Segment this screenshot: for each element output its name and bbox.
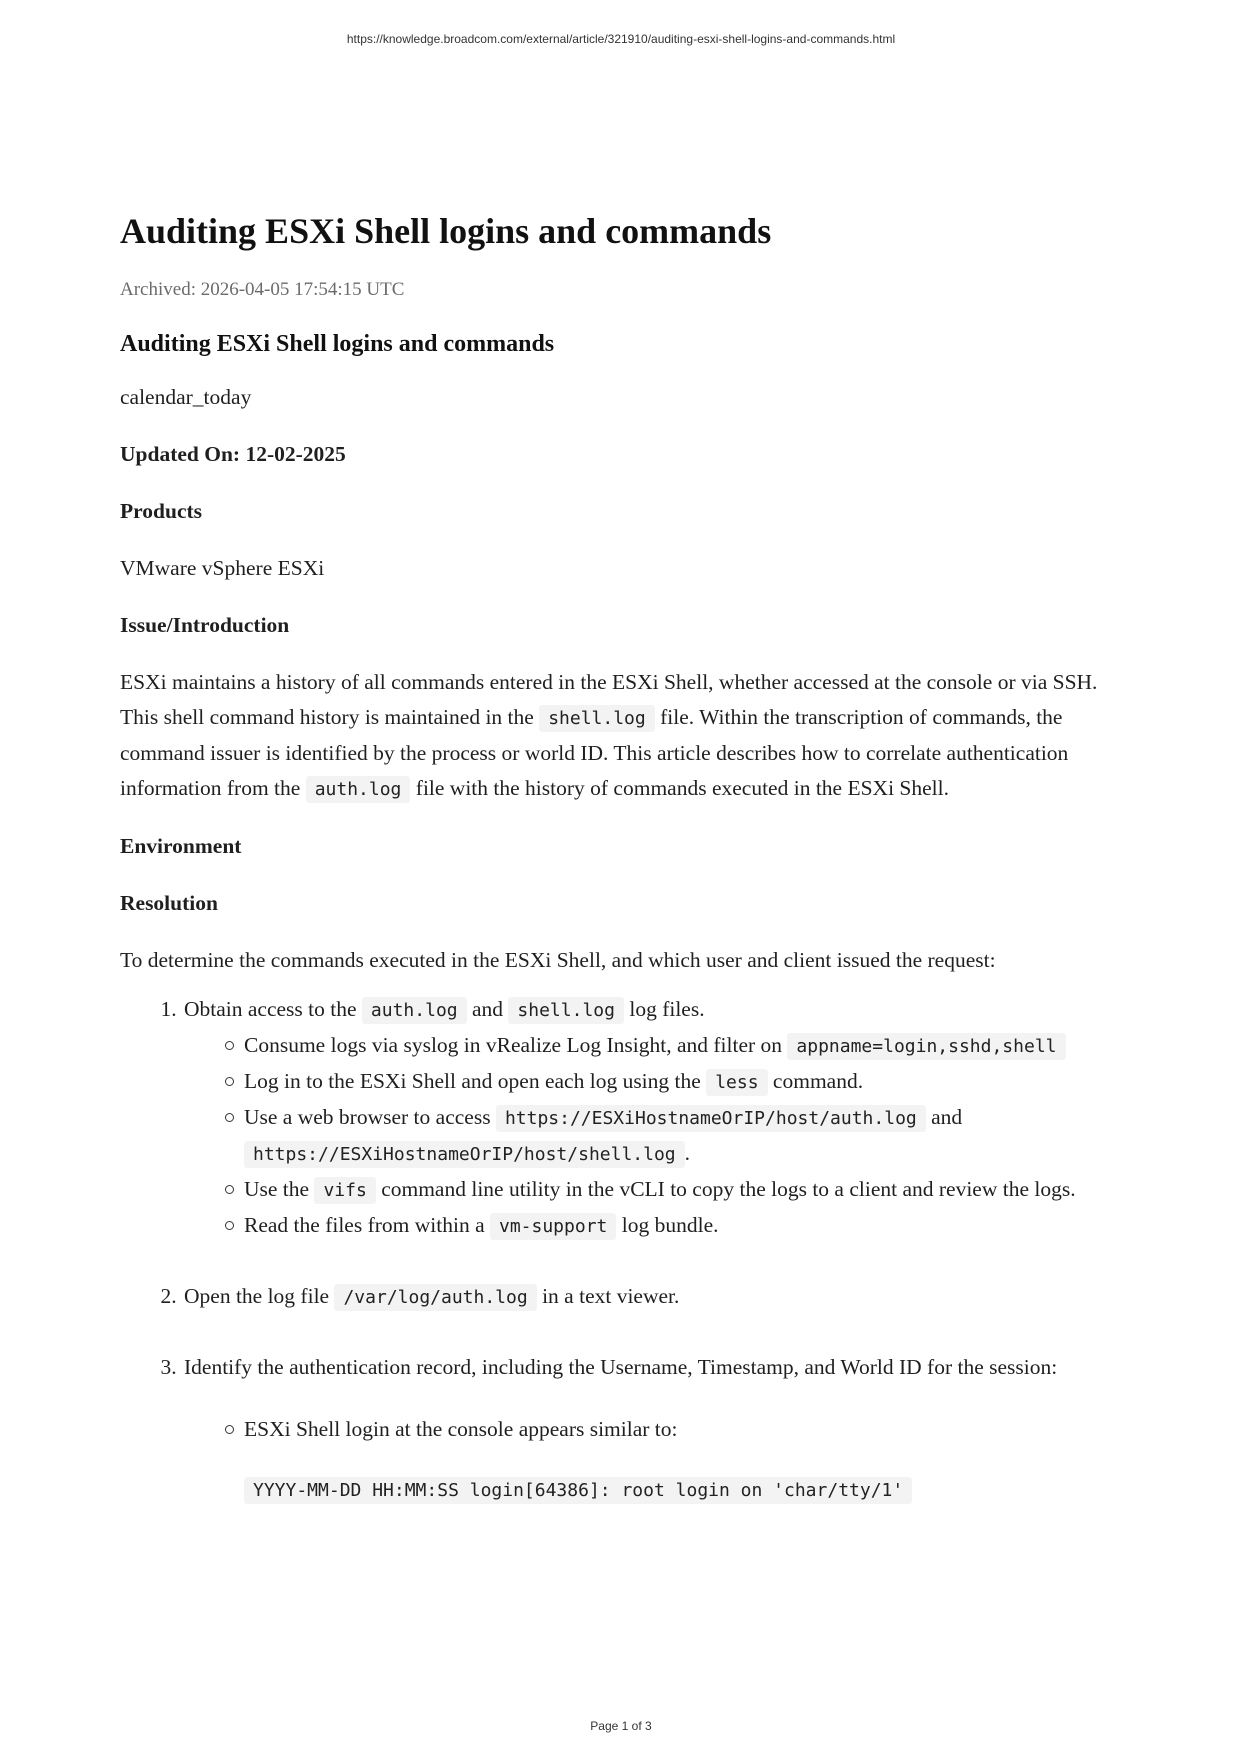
step-2 [182,1279,1130,1315]
resolution-heading: Resolution [120,891,218,916]
resolution-intro: To determine the commands executed in the ESXi Shell, and which user and client issued the request: [120,948,996,973]
article-subtitle: Auditing ESXi Shell logins and commands [120,331,555,358]
updated-on: Updated On: 12-02-2025 [120,442,346,467]
products-heading: Products [120,499,203,524]
intro-text-2: file. Within the transcription of commands, the command issuer is identified by the process or world ID. This article describes how to correlate authentication information from the [120,705,1069,801]
code-shell-log: shell.log [539,705,655,732]
page-number: Page 1 of 3 [590,1719,652,1733]
code-auth-log-url: https://ESXiHostnameOrIP/host/auth.log [496,1105,926,1132]
code-less: less [706,1069,767,1096]
intro-text-3: file with the history of commands executed in the ESXi Shell. [415,776,949,801]
sub-item-text: and [931,1105,963,1130]
page-title: Auditing ESXi Shell logins and commands [120,211,772,251]
article-content [120,210,1130,1508]
code-vifs: vifs [314,1177,375,1204]
step-3 [182,1350,1130,1508]
intro-paragraph [120,665,1130,807]
sub-item-text: ESXi Shell login at the console appears similar to: [244,1417,678,1442]
intro-text-1: ESXi maintains a history of all commands entered in the ESXi Shell, whether accessed at the console or via SSH. This shell command history is maintained in the [120,670,1098,730]
code-vm-support: vm-support [490,1213,616,1240]
list-item [244,1064,1130,1100]
sub-item-text: Use the [244,1177,310,1202]
sub-item-text: Consume logs via syslog in vRealize Log Insight, and filter on [244,1033,783,1058]
sub-item-period: . [684,1141,691,1166]
sub-item-text: Read the files from within a [244,1213,485,1238]
resolution-steps [120,992,1130,1508]
product-name: VMware vSphere ESXi [120,556,325,581]
step-2-end: in a text viewer. [542,1284,680,1309]
step-1-end: log files. [629,997,705,1022]
list-item [244,1208,1130,1244]
step-2-text: Open the log file [184,1284,330,1309]
sub-item-text: Log in to the ESXi Shell and open each log using the [244,1069,701,1094]
step-1 [182,992,1130,1244]
code-shell-log-url: https://ESXiHostnameOrIP/host/shell.log [244,1141,685,1168]
code-auth-log: auth.log [306,776,411,803]
code-example-block [244,1472,1130,1508]
sub-item-text: command line utility in the vCLI to copy the logs to a client and review the logs. [381,1177,1076,1202]
sub-item-text: log bundle. [621,1213,719,1238]
sub-item-text: Use a web browser to access [244,1105,491,1130]
code-auth-log: auth.log [362,997,467,1024]
list-item [244,1028,1130,1064]
list-item [244,1100,1130,1172]
list-item [244,1172,1130,1208]
archived-timestamp: Archived: 2026-04-05 17:54:15 UTC [120,279,405,301]
step-3-sublist [184,1412,1130,1508]
calendar-label: calendar_today [120,385,252,410]
step-1-text: Obtain access to the [184,997,357,1022]
step-3-text: Identify the authentication record, including the Username, Timestamp, and World ID for the session: [184,1355,1058,1380]
code-var-log-auth: /var/log/auth.log [334,1284,536,1311]
issue-heading: Issue/Introduction [120,613,290,638]
environment-heading: Environment [120,834,242,859]
list-item [244,1412,1130,1508]
code-shell-log: shell.log [508,997,624,1024]
page-url-header: https://knowledge.broadcom.com/external/article/321910/auditing-esxi-shell-logins-and-commands.html [346,32,896,46]
step-1-and: and [472,997,504,1022]
sub-item-text: command. [772,1069,864,1094]
step-1-sublist [184,1028,1130,1244]
code-appname-filter: appname=login,sshd,shell [787,1033,1065,1060]
code-console-login-example: YYYY-MM-DD HH:MM:SS login[64386]: root login on 'char/tty/1' [244,1477,912,1504]
